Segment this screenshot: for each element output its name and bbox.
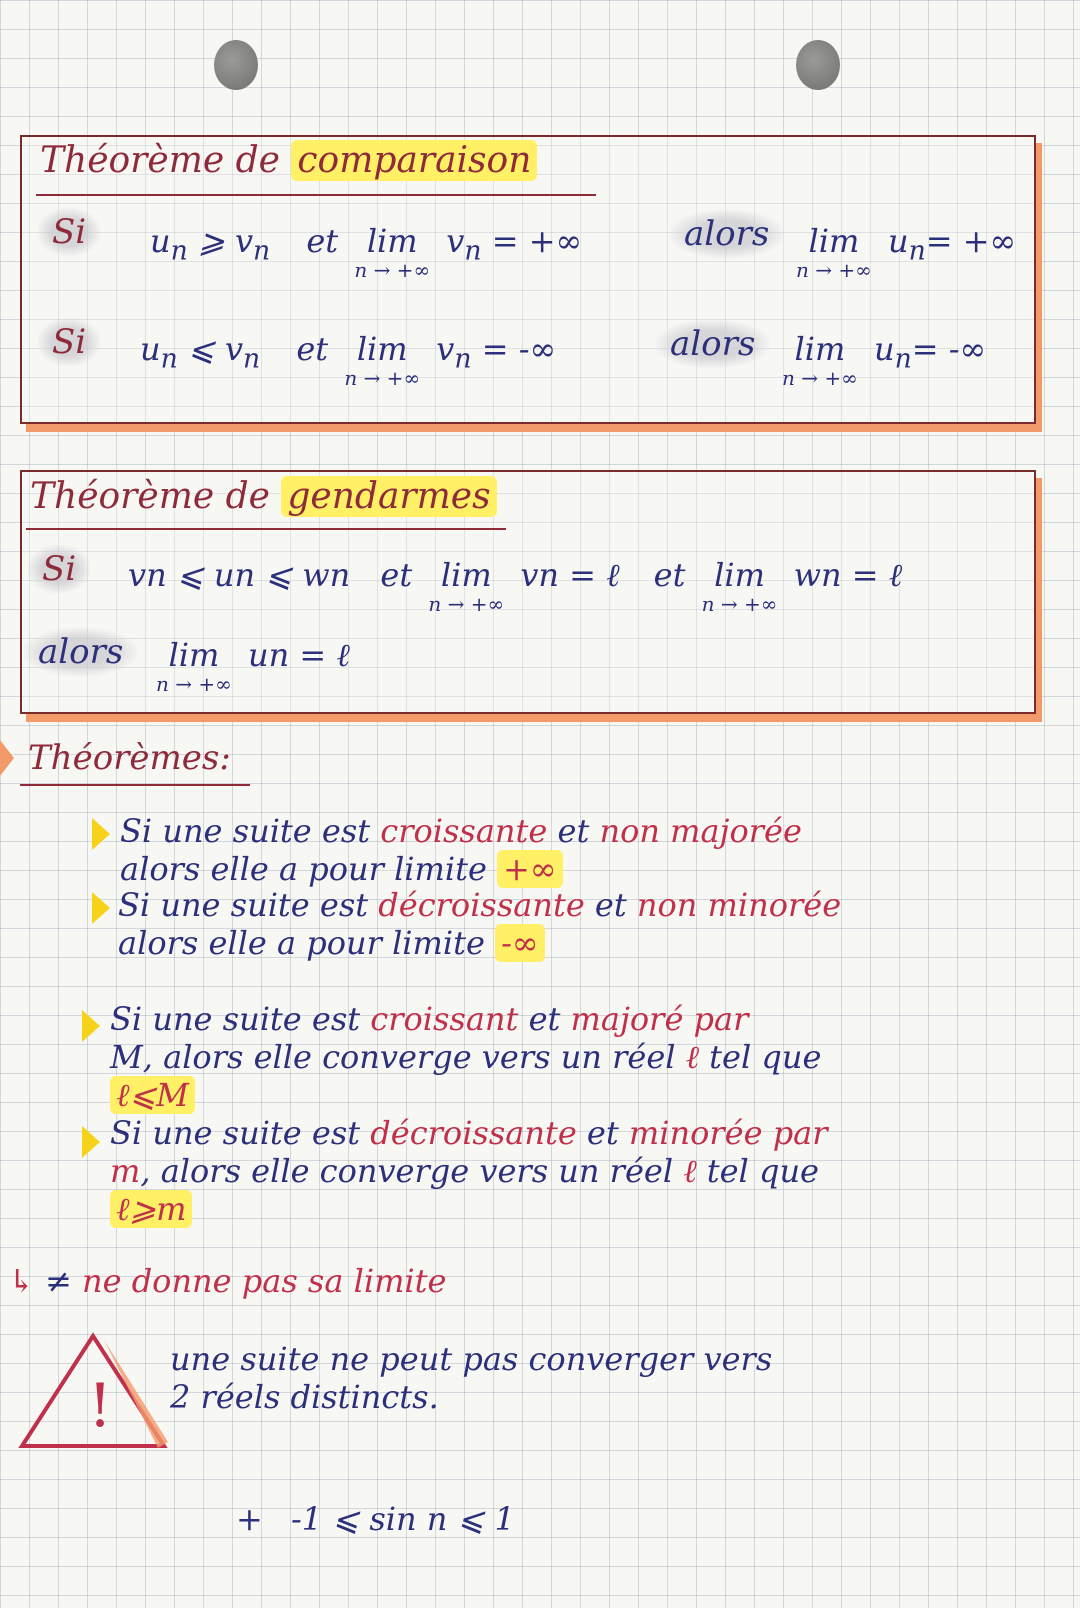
section-title: Théorèmes: — [28, 738, 231, 778]
warning-triangle-icon — [18, 1330, 168, 1450]
comparison-conclusion-2: lim n → +∞ $u_n=$ -∞ — [782, 330, 987, 390]
bullet-arrow-icon — [92, 892, 110, 924]
bullet-1: Si une suite est croissante et non majorée alors elle a pour limite +∞ — [120, 812, 802, 888]
bullet-2: Si une suite est décroissante et non minorée alors elle a pour limite -∞ — [118, 886, 842, 962]
squeeze-theorem-title: Théorème de gendarmes — [30, 476, 497, 517]
squeeze-row-2: lim n → +∞ un = ℓ — [156, 636, 350, 696]
binder-hole-right — [796, 40, 840, 90]
comparison-si-2: Si — [38, 318, 100, 366]
comparison-alors-1: alors — [670, 210, 783, 258]
bullet-arrow-icon — [82, 1126, 100, 1158]
squeeze-title-underline — [26, 528, 506, 530]
binder-hole-left — [214, 40, 258, 90]
bullet-arrow-icon — [92, 818, 110, 850]
comparison-row-1: $u_n$ ⩾ $v_n$ et lim n → +∞ $v_n$ = +∞ — [150, 222, 583, 282]
comparison-row-2: $u_n$ ⩽ $v_n$ et lim n → +∞ $v_n$ = -∞ — [140, 330, 557, 390]
bullet-3: Si une suite est croissant et majoré par M, alors elle converge vers un réel ℓ tel que ℓ⩽M — [110, 1000, 822, 1114]
comparison-conclusion-1: lim n → +∞ $u_n=$ +∞ — [796, 222, 1017, 282]
comparison-title-underline — [36, 194, 596, 196]
squeeze-si: Si — [28, 545, 90, 593]
bullet-arrow-icon — [82, 1010, 100, 1042]
squeeze-alors: alors — [24, 628, 137, 676]
svg-text:!: ! — [88, 1371, 113, 1441]
footer-formula: + -1 ⩽ sin n ⩽ 1 — [236, 1500, 515, 1538]
hook-arrow-icon: ↳ — [8, 1262, 35, 1300]
comparison-alors-2: alors — [656, 320, 769, 368]
warning-text: une suite ne peut pas converger vers 2 réels distincts. — [170, 1340, 773, 1416]
section-title-underline — [20, 784, 250, 786]
comparison-si-1: Si — [38, 208, 100, 256]
comparison-theorem-title: Théorème de comparaison — [40, 140, 537, 181]
bullet-4: Si une suite est décroissante et minorée par m, alors elle converge vers un réel ℓ tel que ℓ⩾m — [110, 1114, 828, 1228]
note-line: ↳ ≠ ne donne pas sa limite — [8, 1262, 447, 1300]
squeeze-row-1: vn ⩽ un ⩽ wn et lim n → +∞ vn = ℓ et lim n → +∞ wn = ℓ — [128, 556, 903, 616]
section-marker-icon — [0, 740, 14, 776]
